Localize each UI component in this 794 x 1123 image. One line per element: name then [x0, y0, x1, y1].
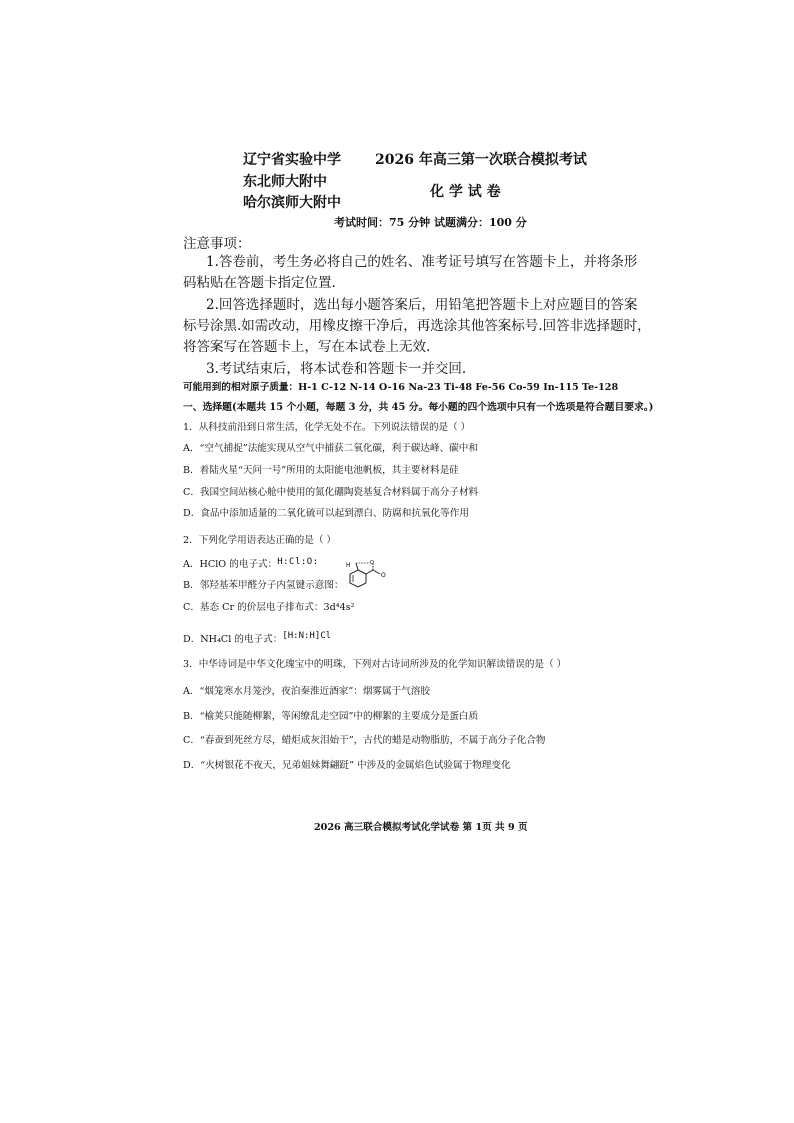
school-name-3: 哈尔滨师大附中	[243, 195, 341, 211]
notice-item-2-line-3: 将答案写在答题卡上，写在本试卷上无效.	[183, 339, 431, 355]
hclo-electron-formula: H:Cl:O:	[277, 557, 319, 567]
q3-option-b: B．“榆荚只能随柳絮，等闲缭乱走空园”中的柳絮的主要成分是蛋白质	[183, 711, 479, 722]
section-1-heading: 一、选择题(本题共 15 个小题，每题 3 分，共 45 分。每小题的四个选项中只有一个选项是符合题目要求。)	[183, 402, 654, 413]
notice-item-2-line-2: 标号涂黑.如需改动，用橡皮擦干净后，再选涂其他答案标号.回答非选择题时，	[183, 318, 651, 334]
molecule-atom-o-right: O	[381, 572, 386, 579]
q2-option-c-label: C．基态 Cr 的价层电子排布式：	[183, 602, 324, 613]
cr-electron-config: 3d⁴4s²	[323, 602, 355, 613]
exam-title: 2026 年高三第一次联合模拟考试	[375, 152, 587, 168]
q1-stem: 1．从科技前沿到日常生活，化学无处不在。下列说法错误的是（ ）	[183, 422, 471, 433]
q2-option-c	[183, 599, 354, 613]
q2-option-b	[183, 577, 344, 591]
molecule-atom-o-top: O	[370, 560, 374, 566]
hydrogen-bond-diagram	[344, 560, 390, 592]
notice-item-1-line-1: 1.答卷前，考生务必将自己的姓名、准考证号填写在答题卡上，并将条形	[206, 254, 638, 270]
notice-heading: 注意事项：	[183, 236, 251, 252]
notice-item-2-line-1: 2.回答选择题时，选出每小题答案后，用铅笔把答题卡上对应题目的答案	[206, 297, 638, 313]
page-footer: 2026 高三联合模拟考试化学试卷 第 1页 共 9 页	[314, 822, 528, 833]
q2-stem: 2．下列化学用语表达正确的是（ ）	[183, 535, 337, 546]
q1-option-d: D．食品中添加适量的二氧化硫可以起到漂白、防腐和抗氧化等作用	[183, 508, 469, 519]
molecule-atom-h: H	[346, 562, 351, 569]
q3-option-c: C．“春蚕到死丝方尽，蜡炬成灰泪始干”，古代的蜡是动物脂肪，不属于高分子化合物	[183, 735, 546, 746]
school-name-2: 东北师大附中	[243, 174, 327, 190]
school-name-1: 辽宁省实验中学	[243, 152, 341, 168]
q1-option-b: B．着陆火星“天问一号”所用的太阳能电池帆板，其主要材料是硅	[183, 465, 459, 476]
q3-option-d: D．“火树银花不夜天，兄弟姐妹舞翩跹” 中涉及的金属焰色试验属于物理变化	[183, 760, 511, 771]
q1-option-c: C．我国空间站核心舱中使用的氮化硼陶瓷基复合材料属于高分子材料	[183, 487, 479, 498]
q1-option-a: A．“空气捕捉”法能实现从空气中捕获二氧化碳，利于碳达峰、碳中和	[183, 443, 478, 454]
notice-item-3: 3.考试结束后，将本试卷和答题卡一并交回.	[206, 361, 467, 377]
q2-option-b-label: B．邻羟基苯甲醛分子内氢键示意图：	[183, 580, 344, 591]
q2-option-d-label: D．NH₄Cl 的电子式：	[183, 634, 283, 645]
atomic-masses: 可能用到的相对原子质量：H-1 C-12 N-14 O-16 Na-23 Ti-48 Fe-56 Co-59 In-115 Te-128	[183, 382, 619, 393]
q2-option-a	[183, 556, 319, 570]
q3-stem: 3．中华诗词是中华文化瑰宝中的明珠，下列对古诗词所涉及的化学知识解读错误的是（ ）	[183, 659, 567, 670]
q3-option-a: A．“烟笼寒水月笼沙，夜泊秦淮近酒家”：烟雾属于气溶胶	[183, 686, 430, 697]
q2-option-a-label: A．HClO 的电子式：	[183, 559, 278, 570]
exam-time-score: 考试时间：75 分钟 试题满分：100 分	[334, 216, 527, 229]
nh4cl-electron-formula: [H:N:H]Cl	[282, 631, 332, 641]
q2-option-d	[183, 631, 331, 645]
subject-title: 化 学 试 卷	[430, 184, 501, 200]
notice-item-1-line-2: 码粘贴在答题卡指定位置.	[183, 275, 336, 291]
